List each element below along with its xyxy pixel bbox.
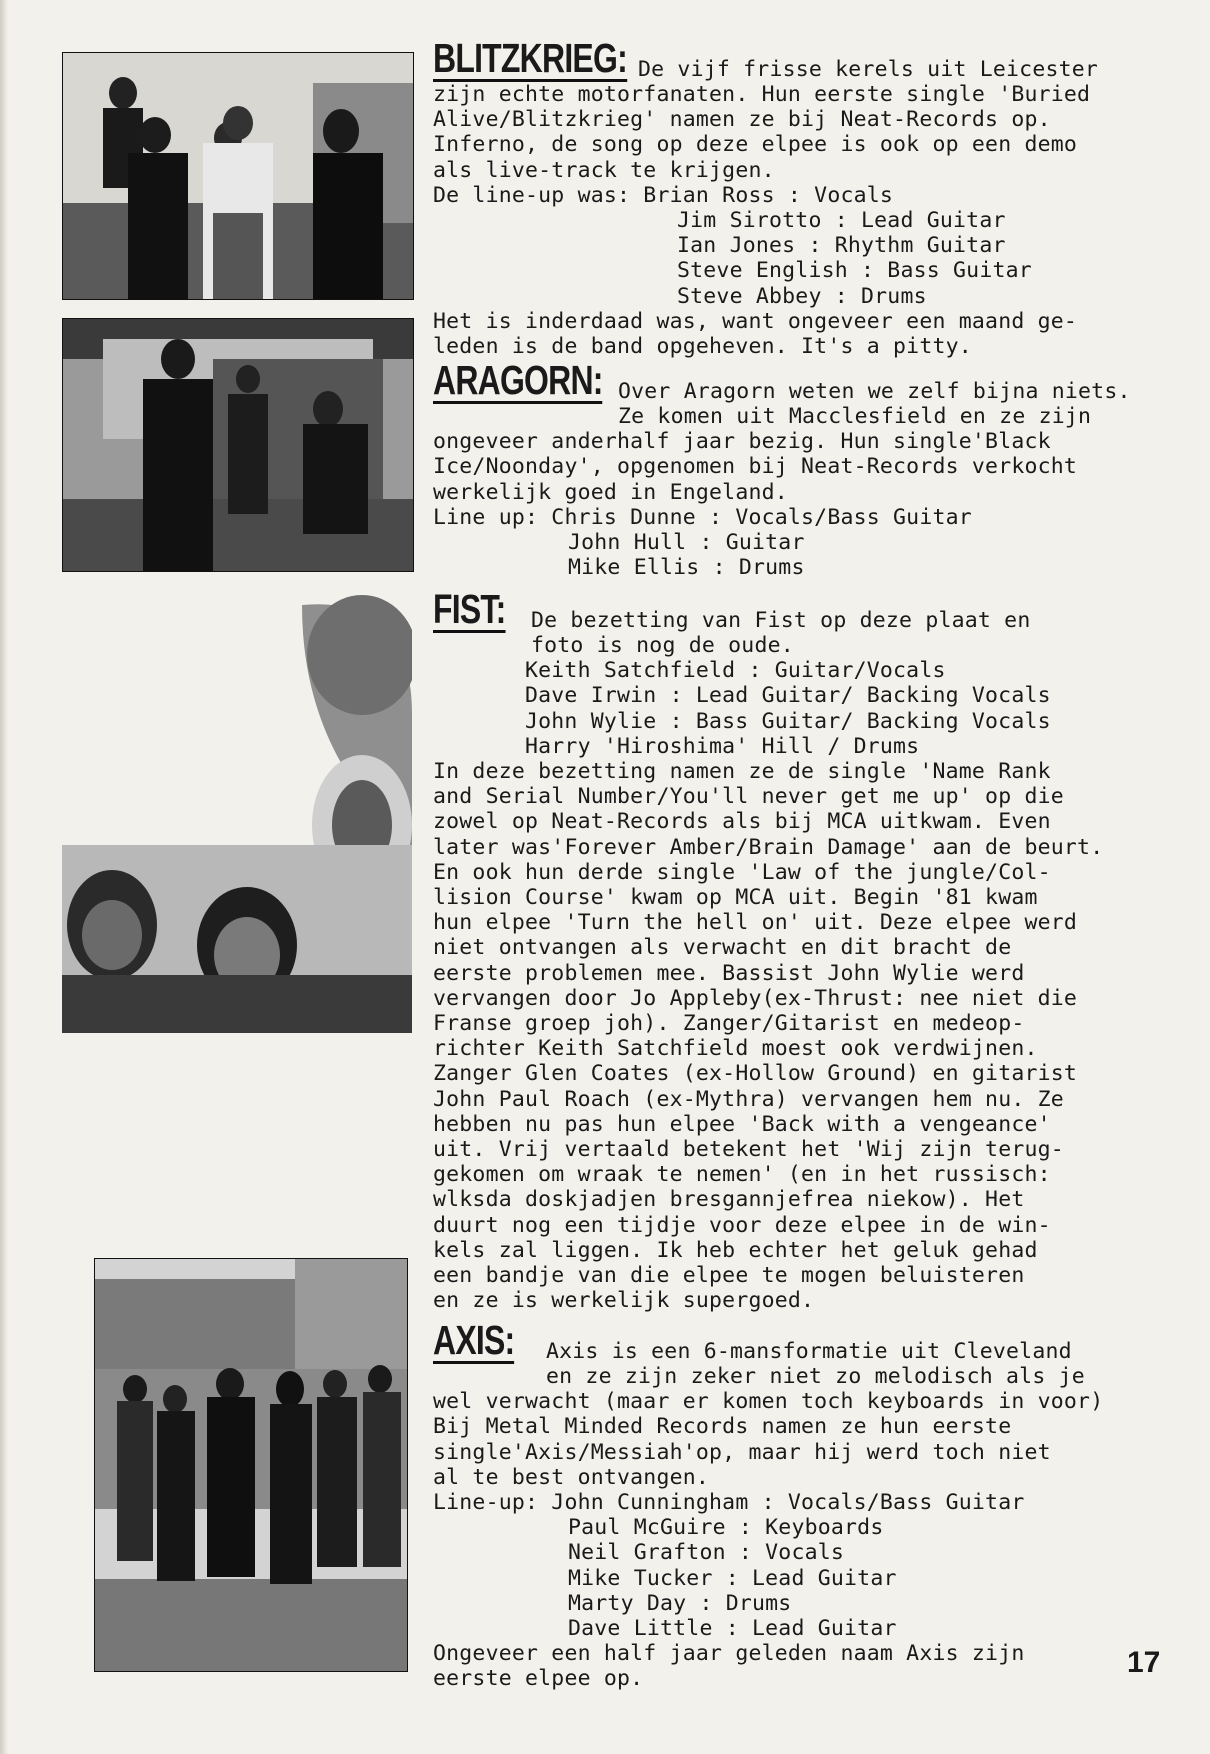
fist-text-line: Zanger Glen Coates (ex-Hollow Ground) en gitarist	[433, 1061, 1078, 1087]
aragorn-section	[433, 357, 1203, 581]
fist-text-line: duurt nog een tijdje voor deze elpee in de win-	[433, 1212, 1051, 1238]
axis-heading-line	[433, 1317, 1203, 1364]
page-number: 17	[1127, 1646, 1161, 1679]
axis-section	[433, 1317, 1203, 1692]
fist-band-photo	[62, 595, 412, 1033]
fist-text-line: en ze is werkelijk supergoed.	[433, 1288, 815, 1314]
aragorn-text-line: ongeveer anderhalf jaar bezig. Hun single'Black	[433, 429, 1051, 455]
axis-text-line: al te best ontvangen.	[433, 1464, 710, 1490]
fist-text-line: gekomen om wraak te nemen' (en in het russisch:	[433, 1162, 1051, 1188]
axis-first-line: Axis is een 6-mansformatie uit Cleveland	[546, 1338, 1072, 1364]
fist-heading-line	[433, 586, 1203, 633]
aragorn-first-line: Over Aragorn weten we zelf bijna niets.	[618, 378, 1131, 404]
fist-text-line: een bandje van die elpee te mogen beluisteren	[433, 1263, 1025, 1289]
axis-second-line: en ze zijn zeker niet zo melodisch als je	[546, 1364, 1085, 1389]
fist-lineup-member: John Wylie : Bass Guitar/ Backing Vocals	[525, 708, 1051, 734]
blitzkrieg-text-line: Inferno, de song op deze elpee is ook op een demo	[433, 132, 1078, 158]
blitzkrieg-closing-line: leden is de band opgeheven. It's a pitty.	[433, 334, 972, 360]
fist-lineup-member: Dave Irwin : Lead Guitar/ Backing Vocals	[525, 683, 1051, 709]
axis-band-photo	[94, 1258, 408, 1672]
blitzkrieg-heading-line	[433, 35, 1203, 82]
fist-text-line: zowel op Neat-Records als bij MCA uitkwam. Even	[433, 809, 1051, 835]
axis-lineup-member: Mike Tucker : Lead Guitar	[568, 1565, 897, 1591]
fist-text-line: eerste problemen mee. Bassist John Wylie werd	[433, 960, 1025, 986]
aragorn-lineup-member: John Hull : Guitar	[568, 530, 805, 556]
fist-text-line: hun elpee 'Turn the hell on' uit. Deze elpee werd	[433, 910, 1078, 936]
fist-text-line: En ook hun derde single 'Law of the jungle/Col-	[433, 859, 1051, 885]
axis-text-line: Bij Metal Minded Records namen ze hun eerste	[433, 1414, 1012, 1440]
axis-text-line: wel verwacht (maar er komen toch keyboards in voor)	[433, 1389, 1104, 1415]
blitzkrieg-text-line: als live-track te krijgen.	[433, 157, 775, 183]
blitzkrieg-lineup-member: Ian Jones : Rhythm Guitar	[677, 233, 1006, 259]
blitzkrieg-band-photo	[62, 52, 414, 300]
fist-text-line: niet ontvangen als verwacht en dit bracht de	[433, 935, 1012, 961]
blitzkrieg-closing-line: Het is inderdaad was, want ongeveer een maand ge-	[433, 308, 1078, 334]
blitzkrieg-section	[433, 35, 1203, 360]
aragorn-band-photo	[62, 318, 414, 572]
blitzkrieg-text-line: zijn echte motorfanaten. Hun eerste single 'Buried	[433, 82, 1091, 107]
fist-text-line: wlksda doskjadjen bresgannjefrea niekow). Het	[433, 1187, 1025, 1213]
blitzkrieg-lineup-member: Steve English : Bass Guitar	[677, 258, 1032, 284]
fist-text-line: uit. Vrij vertaald betekent het 'Wij zijn terug-	[433, 1137, 1064, 1163]
fist-heading: FIST:	[433, 586, 506, 632]
fist-first-line: De bezetting van Fist op deze plaat en	[531, 607, 1031, 633]
fist-section	[433, 586, 1203, 1314]
blitzkrieg-lineup-member: Steve Abbey : Drums	[677, 283, 927, 309]
aragorn-text-line: Ice/Noonday', opgenomen bij Neat-Records verkocht	[433, 454, 1078, 480]
axis-lineup-member: Marty Day : Drums	[568, 1590, 792, 1616]
fist-second-line: foto is nog de oude.	[531, 633, 794, 658]
blitzkrieg-first-line: De vijf frisse kerels uit Leicester	[638, 56, 1099, 82]
axis-text-line: single'Axis/Messiah'op, maar hij werd toch niet	[433, 1439, 1051, 1465]
axis-lineup-member: Neil Grafton : Vocals	[568, 1540, 845, 1566]
fist-text-line: In deze bezetting namen ze de single 'Name Rank	[433, 759, 1051, 785]
axis-closing-line: Ongeveer een half jaar geleden naam Axis zijn	[433, 1641, 1025, 1667]
aragorn-second-line: Ze komen uit Macclesfield en ze zijn	[618, 404, 1092, 429]
aragorn-heading-line	[433, 357, 1203, 404]
fist-text-line: Franse groep joh). Zanger/Gitarist en medeop-	[433, 1011, 1025, 1037]
fist-lineup-member: Harry 'Hiroshima' Hill / Drums	[525, 733, 920, 759]
fist-text-line: John Paul Roach (ex-Mythra) vervangen hem nu. Ze	[433, 1086, 1064, 1112]
fist-text-line: vervangen door Jo Appleby(ex-Thrust: nee niet die	[433, 985, 1078, 1011]
fist-lineup-member: Keith Satchfield : Guitar/Vocals	[525, 658, 946, 684]
axis-lineup-member: Dave Little : Lead Guitar	[568, 1616, 897, 1642]
fist-text-line: richter Keith Satchfield moest ook verdwijnen.	[433, 1036, 1038, 1062]
blitzkrieg-heading: BLITZKRIEG:	[433, 35, 627, 81]
fist-text-line: hebben nu pas hun elpee 'Back with a vengeance'	[433, 1111, 1051, 1137]
aragorn-lineup-member: Mike Ellis : Drums	[568, 555, 805, 581]
axis-heading: AXIS:	[433, 1317, 515, 1363]
blitzkrieg-text-line: Alive/Blitzkrieg' namen ze bij Neat-Records op.	[433, 107, 1051, 133]
axis-closing-line: eerste elpee op.	[433, 1666, 644, 1692]
axis-lineup-member: Paul McGuire : Keyboards	[568, 1515, 884, 1541]
blitzkrieg-lineup-member: Jim Sirotto : Lead Guitar	[677, 208, 1006, 234]
page-edge	[0, 0, 8, 1754]
blitzkrieg-lineup-label: De line-up was: Brian Ross : Vocals	[433, 182, 894, 208]
aragorn-heading: ARAGORN:	[433, 357, 603, 403]
fist-text-line: lision Course' kwam op MCA uit. Begin '81 kwam	[433, 885, 1038, 911]
axis-lineup-label: Line-up: John Cunningham : Vocals/Bass Guitar	[433, 1490, 1025, 1516]
fist-text-line: kels zal liggen. Ik heb echter het geluk gehad	[433, 1237, 1038, 1263]
fist-text-line: later was'Forever Amber/Brain Damage' aan de beurt.	[433, 834, 1104, 860]
aragorn-text-line: werkelijk goed in Engeland.	[433, 479, 788, 505]
aragorn-lineup-label: Line up: Chris Dunne : Vocals/Bass Guitar	[433, 504, 972, 530]
fist-text-line: and Serial Number/You'll never get me up' op die	[433, 784, 1064, 810]
